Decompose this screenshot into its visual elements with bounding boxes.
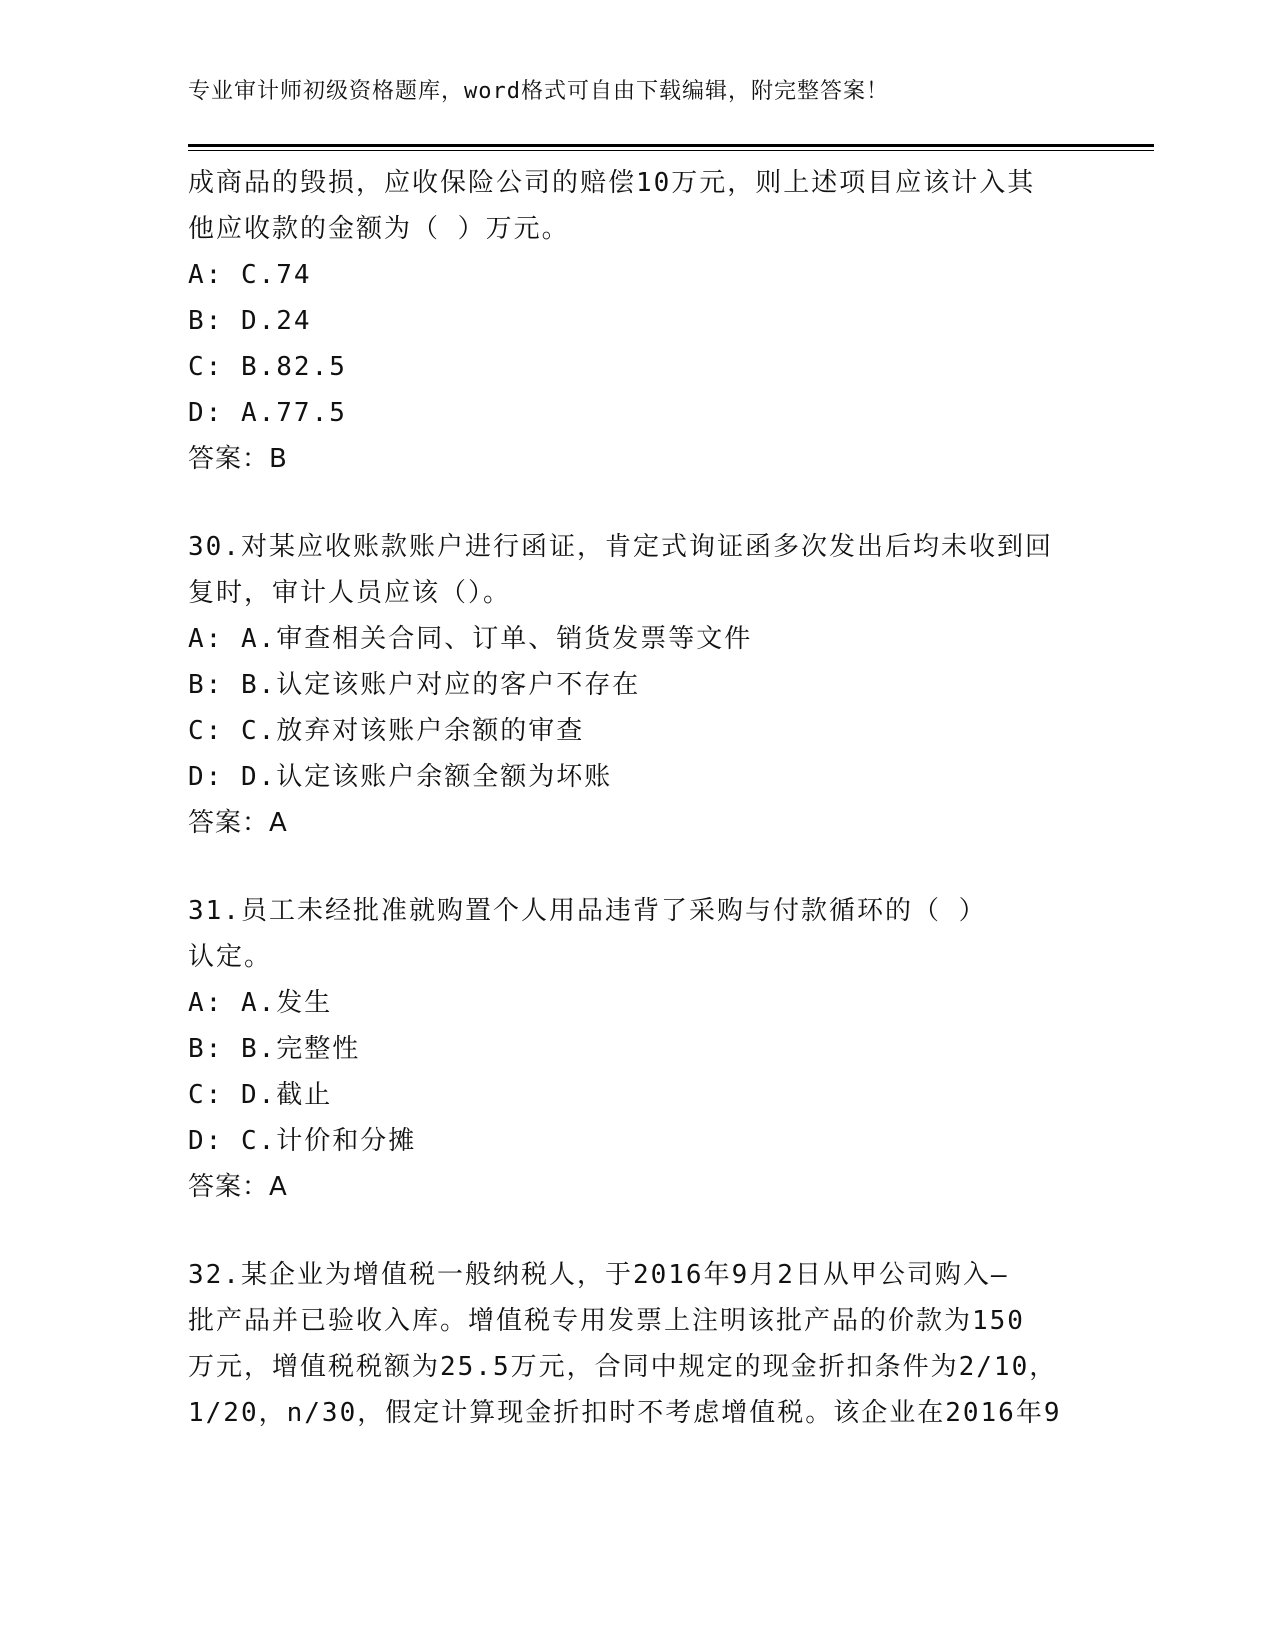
- option-b: B: B.完整性: [188, 1034, 361, 1064]
- option-d: D: C.计价和分摊: [188, 1126, 417, 1156]
- spacer: [188, 846, 1108, 888]
- option-b: B: D.24: [188, 306, 312, 336]
- answer-line: 答案：B: [188, 444, 288, 474]
- question-32: [188, 1252, 1108, 1436]
- header-divider-thick: [188, 144, 1154, 147]
- question-text-line: 32.某企业为增值税一般纳税人，于2016年9月2日从甲公司购入—: [188, 1260, 1009, 1290]
- option-d: D: A.77.5: [188, 398, 347, 428]
- question-30: [188, 524, 1108, 846]
- question-text-line: 31.员工未经批准就购置个人用品违背了采购与付款循环的（ ）: [188, 896, 987, 926]
- option-a: A: C.74: [188, 260, 312, 290]
- question-text-line: 他应收款的金额为（ ）万元。: [188, 214, 570, 244]
- question-text-line: 复时，审计人员应该（）。: [188, 578, 512, 608]
- header-note: 专业审计师初级资格题库，word格式可自由下载编辑，附完整答案！: [188, 79, 889, 104]
- option-c: C: D.截止: [188, 1080, 333, 1110]
- question-text-line: 认定。: [188, 942, 273, 972]
- option-d: D: D.认定该账户余额全额为坏账: [188, 762, 613, 792]
- question-text-line: 成商品的毁损，应收保险公司的赔偿10万元，则上述项目应该计入其: [188, 168, 1036, 198]
- option-b: B: B.认定该账户对应的客户不存在: [188, 670, 641, 700]
- question-text-line: 30.对某应收账款账户进行函证，肯定式询证函多次发出后均未收到回: [188, 532, 1053, 562]
- option-c: C: C.放弃对该账户余额的审查: [188, 716, 585, 746]
- option-c: C: B.82.5: [188, 352, 347, 382]
- question-content: [188, 160, 1108, 1436]
- header-divider-thin: [188, 150, 1154, 151]
- spacer: [188, 1210, 1108, 1252]
- question-31: [188, 888, 1108, 1210]
- option-a: A: A.发生: [188, 988, 333, 1018]
- question-text-line: 万元，增值税税额为25.5万元，合同中规定的现金折扣条件为2/10，: [188, 1352, 1058, 1382]
- question-text-line: 批产品并已验收入库。增值税专用发票上注明该批产品的价款为150: [188, 1306, 1025, 1336]
- question-29-continued: [188, 160, 1108, 482]
- question-text-line: 1/20，n/30，假定计算现金折扣时不考虑增值税。该企业在2016年9: [188, 1398, 1062, 1428]
- option-a: A: A.审查相关合同、订单、销货发票等文件: [188, 624, 753, 654]
- answer-line: 答案：A: [188, 808, 288, 838]
- spacer: [188, 482, 1108, 524]
- answer-line: 答案：A: [188, 1172, 288, 1202]
